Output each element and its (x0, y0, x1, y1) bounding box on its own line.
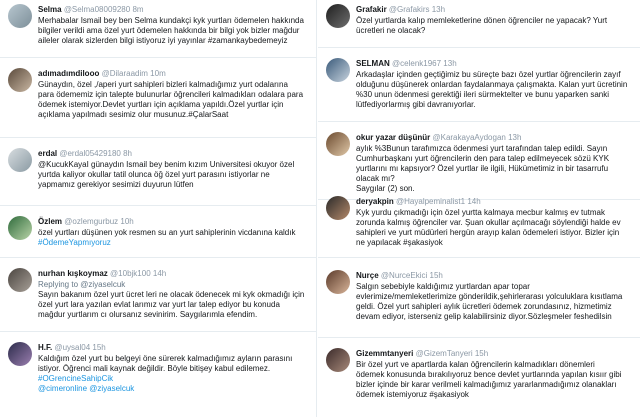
author-name[interactable]: nurhan kışkoymaz (38, 269, 108, 278)
tweet-time[interactable]: 13h (443, 59, 457, 68)
hashtag[interactable]: #OGrencineSahipCik (38, 374, 114, 383)
author-name[interactable]: Gizemmtanyeri (356, 349, 414, 358)
author-handle[interactable]: @10bjk100 (110, 269, 151, 278)
tweet[interactable] (0, 212, 316, 258)
tweet-time[interactable]: 8m (132, 5, 144, 14)
tweet[interactable] (318, 266, 640, 338)
tweet-time[interactable]: 14h (467, 197, 481, 206)
avatar[interactable] (326, 196, 350, 220)
author-name[interactable]: SELMAN (356, 59, 390, 68)
avatar[interactable] (8, 4, 32, 28)
reply-to[interactable]: Replying to @ziyaselcuk (38, 280, 126, 289)
author-handle[interactable]: @erdal05429180 (59, 149, 121, 158)
author-handle[interactable]: @uysal04 (54, 343, 91, 352)
tweet-time[interactable]: 13h (431, 5, 446, 14)
tweet-time[interactable]: 13h (508, 133, 522, 142)
avatar[interactable] (326, 4, 350, 28)
author-handle[interactable]: @GizemTanyeri (415, 349, 473, 358)
tweet-text: Kaldığım özel yurt bu belgeyi öne sürerek kalmadığımız ayların parasını istiyor. Öğrenci mali kaynak değildir. Böyle bitişey kabul edilemez. #OGrencineSahipCik @cimeronline @ziyaselcuk (38, 354, 310, 394)
tweet-text: Bir özel yurt ve apartlarda kalan öğrencilerin kalmadıkları dönemleri ödemek konusunda bırakılıyoruz bence devlet yurtlarında yapılan kısıır gibi bizler içinde bir karar verilmeli kalmadığımız yararlanmadığımız olanakları ödemek istemiyoruz #şakasiyok (356, 360, 622, 399)
author-name[interactable]: Özlem (38, 217, 63, 226)
tweet-text: Replying to @ziyaselcuk Sayın bakanım özel yurt ücret leri ne olacak ödenecek mi kyk okmadığı için özel yurt lara yazılan evlat larımız var yurt lar talep ediyor bu konuda mağdur yurtlarım cı olursanız sevinirim. Saygılarımla efendim. (38, 280, 310, 320)
tweet-text: Salgın sebebiyle kaldığımız yurtlardan apar topar evlerimize/memleketlerimize gönderildik,şehirlerarası yolculuklara kısıtlama geldi. Özel yurt sahipleri aylık ücretleri ödemek zorundasınız, hizmetimiz devam ediyor, isterseniz gelip kalabilirsiniz diyor.Sözleşmeler feshedilsin (356, 282, 623, 321)
avatar[interactable] (326, 58, 350, 82)
avatar[interactable] (326, 348, 350, 372)
author-name[interactable]: Grafakir (356, 5, 387, 14)
author-name[interactable]: adımadımdilooo (38, 69, 100, 78)
author-name[interactable]: deryakpin (356, 197, 394, 206)
tweet-time[interactable]: 14h (152, 269, 167, 278)
tweet[interactable] (318, 344, 640, 417)
tweet-text: özel yurtları düşünen yok resmen su an yurt sahiplerinin vicdanına kaldık #ÖdemeYapmıyoruz (38, 228, 310, 248)
avatar[interactable] (8, 342, 32, 366)
author-handle[interactable]: @Hayalpeminalist1 (396, 197, 466, 206)
avatar[interactable] (8, 268, 32, 292)
mentions[interactable]: @cimeronline @ziyaselcuk (38, 384, 135, 393)
tweet[interactable] (318, 54, 640, 122)
tweet[interactable] (318, 128, 640, 200)
hashtag[interactable]: #ÖdemeYapmıyoruz (38, 238, 111, 247)
tweet[interactable] (0, 64, 316, 138)
author-name[interactable]: erdal (38, 149, 58, 158)
tweet[interactable] (318, 0, 640, 48)
author-handle[interactable]: @KarakayaAydogan (432, 133, 506, 142)
author-handle[interactable]: @Dilaraadim (101, 69, 148, 78)
tweet-time[interactable]: 10h (120, 217, 134, 226)
author-handle[interactable]: @celenk1967 (392, 59, 442, 68)
tweet-time[interactable]: 15h (429, 271, 443, 280)
tweet-time[interactable]: 15h (92, 343, 106, 352)
tweet-text: Özel yurtlarda kalıp memleketlerine dönen öğrenciler ne yapacak? Yurt ücretleri ne olacak? (356, 16, 608, 35)
tweet[interactable] (0, 338, 316, 417)
tweet[interactable] (0, 144, 316, 206)
right-column (318, 0, 640, 417)
tweet[interactable] (0, 264, 316, 332)
left-column (0, 0, 317, 417)
author-handle[interactable]: @NurceEkici (380, 271, 428, 280)
tweet-text: Arkadaşlar içinden geçtiğimiz bu süreçte bazı özel yurtlar öğrencilerin zayıf olduğunu düşünerek onlardan faydalanmaya çalışmakta. Kalan yurt ücretinin %30 unun ödenmesi gerektiği ileri sürmektelter ve bunu yaparken sanki lütfediyorlarmış gibi davranıyorlar. (356, 70, 628, 109)
author-handle[interactable]: @Selma08009280 (63, 5, 131, 14)
author-name[interactable]: okur yazar düşünür (356, 133, 431, 142)
tweet[interactable] (0, 0, 316, 58)
tweet-text: Kyk yurdu çıkmadığı için özel yurtta kalmaya mecbur kalmış ev tutmak zorunda kalmış öğrenciler var. Şuan okullar açılmacağı söylendiği halde ev sahipleri ve yurt müdürleri hergün arayıp kalan ödemeleri istiyor. Bizler için ne yapılacak #şakasiyok (356, 208, 621, 247)
author-handle[interactable]: @ozlemgurbuz (64, 217, 119, 226)
tweet-text: Merhabalar Ismail bey ben Selma kundakçi kyk yurtları ödemelen hakkında bilgiler verildi ama özel yurt ödemelen hakkında bir bilgi yok bizler mağdur aileler olarak sizlerden bilgi istiyoruz iyi yayınlar #zamankaybedemeyiz (38, 16, 304, 45)
author-name[interactable]: H.F. (38, 343, 53, 352)
tweet-time[interactable]: 15h (474, 349, 489, 358)
avatar[interactable] (8, 148, 32, 172)
author-name[interactable]: Nurçe (356, 271, 379, 280)
avatar[interactable] (8, 68, 32, 92)
author-handle[interactable]: @Grafakirs (388, 5, 430, 14)
avatar[interactable] (8, 216, 32, 240)
tweet[interactable] (318, 192, 640, 258)
tweet-text: aylık %3Bunun tarafımızca ödenmesi yurt tarafından talep edildi. Sayın Cumhurbaşkanı yurt öğrencilerin den para talep edilmeyecek sözü KYK yurtlarını mı kapsıyor? Özel yurtlar ile ilgili, Hükümetimiz in bir tasarrufu olacak mı? Saygılar (2) son. (356, 144, 610, 193)
avatar[interactable] (326, 132, 350, 156)
avatar[interactable] (326, 270, 350, 294)
tweet-text: @KucukKayaI günaydın Ismail bey benim kızım Universitesi okuyor özel yurtda kaliyor okullar tatil olunca öğ özel yurt parasını istiyorlar ne yapmamız gerekiyor sesimizi duyurun lütfen (38, 160, 295, 189)
tweet-text: Günaydın, özel ,/aperi yurt sahipleri bizleri kalmadığımız yurt odalarına para ödememiz için talepte bulunurlar öğrencileri kalmadıkları odalara para ödemek istemiyor.Devlet yurtları için açıklama yapıldı.Özel yurtlar için açıklama yapılmadı sesimiz olur musunuz.#ÇalarSaat (38, 80, 304, 119)
tweet-time[interactable]: 10m (150, 69, 166, 78)
author-name[interactable]: Selma (38, 5, 62, 14)
tweet-time[interactable]: 8h (123, 149, 133, 158)
